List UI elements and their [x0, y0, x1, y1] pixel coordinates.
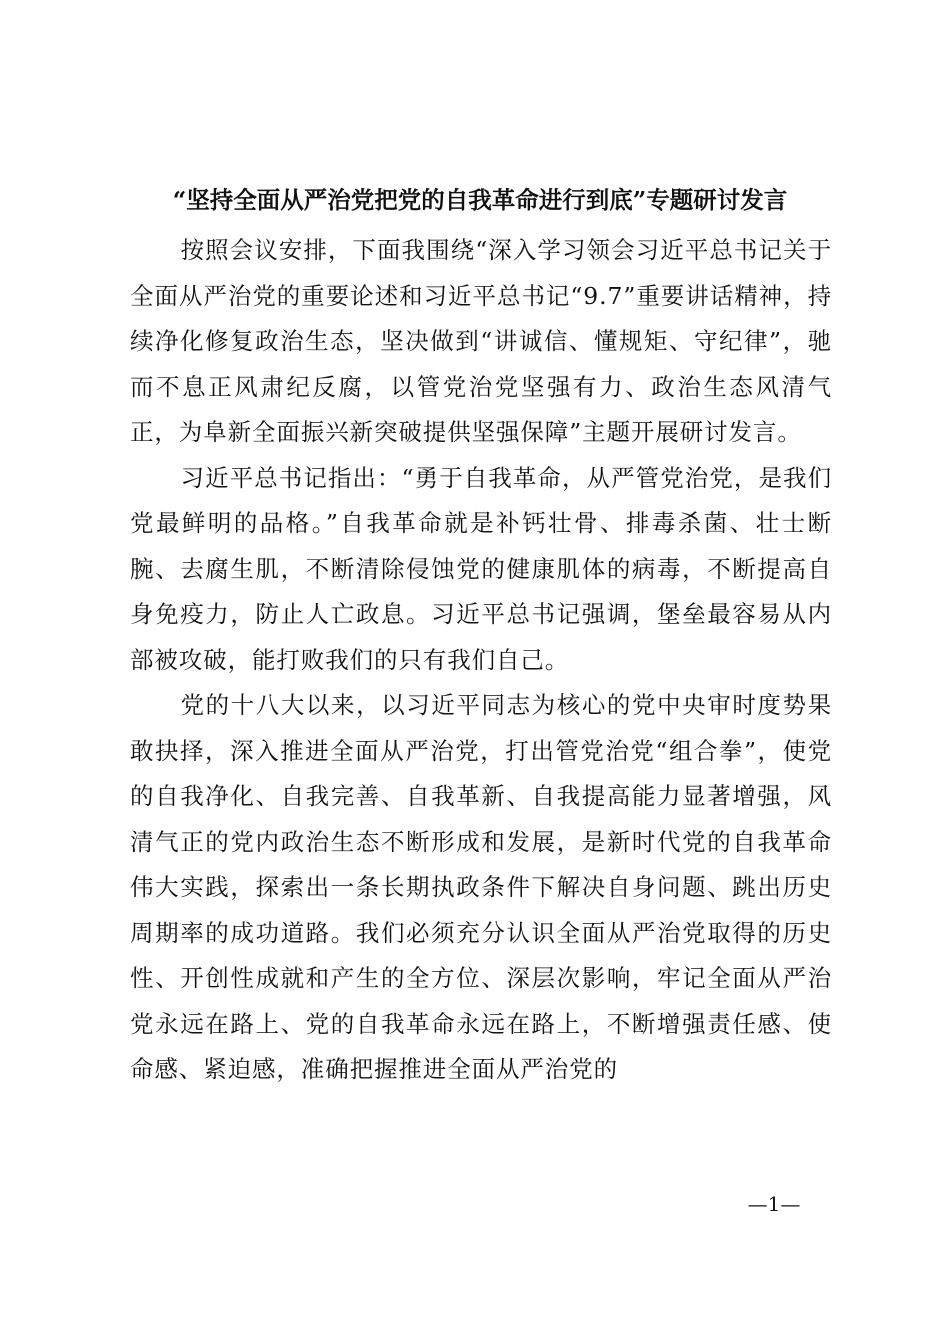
document-title: “坚持全面从严治党把党的自我革命进行到底”专题研讨发言: [172, 186, 788, 214]
paragraph-2: 习近平总书记指出：“勇于自我革命，从严管党治党，是我们党最鲜明的品格。”自我革命就是补钙壮骨、排毒杀菌、壮士断腕、去腐生肌，不断清除侵蚀党的健康肌体的病毒，不断提高自身免疫力，防止人亡政息。习近平总书记强调，堡垒最容易从内部被攻破，能打败我们的只有我们自己。: [130, 463, 832, 674]
document-body: [130, 228, 832, 1093]
paragraph-1: 按照会议安排，下面我围绕“深入学习领会习近平总书记关于全面从严治党的重要论述和习近平总书记“9.7”重要讲话精神，持续净化修复政治生态，坚决做到“讲诚信、懂规矩、守纪律”，驰而不息正风肃纪反腐，以管党治党坚强有力、政治生态风清气正，为阜新全面振兴新突破提供坚强保障”主题开展研讨发言。: [130, 236, 832, 446]
paragraph-3: 党的十八大以来，以习近平同志为核心的党中央审时度势果敢抉择，深入推进全面从严治党，打出管党治党“组合拳”，使党的自我净化、自我完善、自我革新、自我提高能力显著增强，风清气正的党内政治生态不断形成和发展，是新时代党的自我革命伟大实践，探索出一条长期执政条件下解决自身问题、跳出历史周期率的成功道路。我们必须充分认识全面从严治党取得的历史性、开创性成就和产生的全方位、深层次影响，牢记全面从严治党永远在路上、党的自我革命永远在路上，不断增强责任感、使命感、紧迫感，准确把握推进全面从严治党的: [130, 691, 832, 1083]
page-number: —1—: [747, 1192, 801, 1216]
